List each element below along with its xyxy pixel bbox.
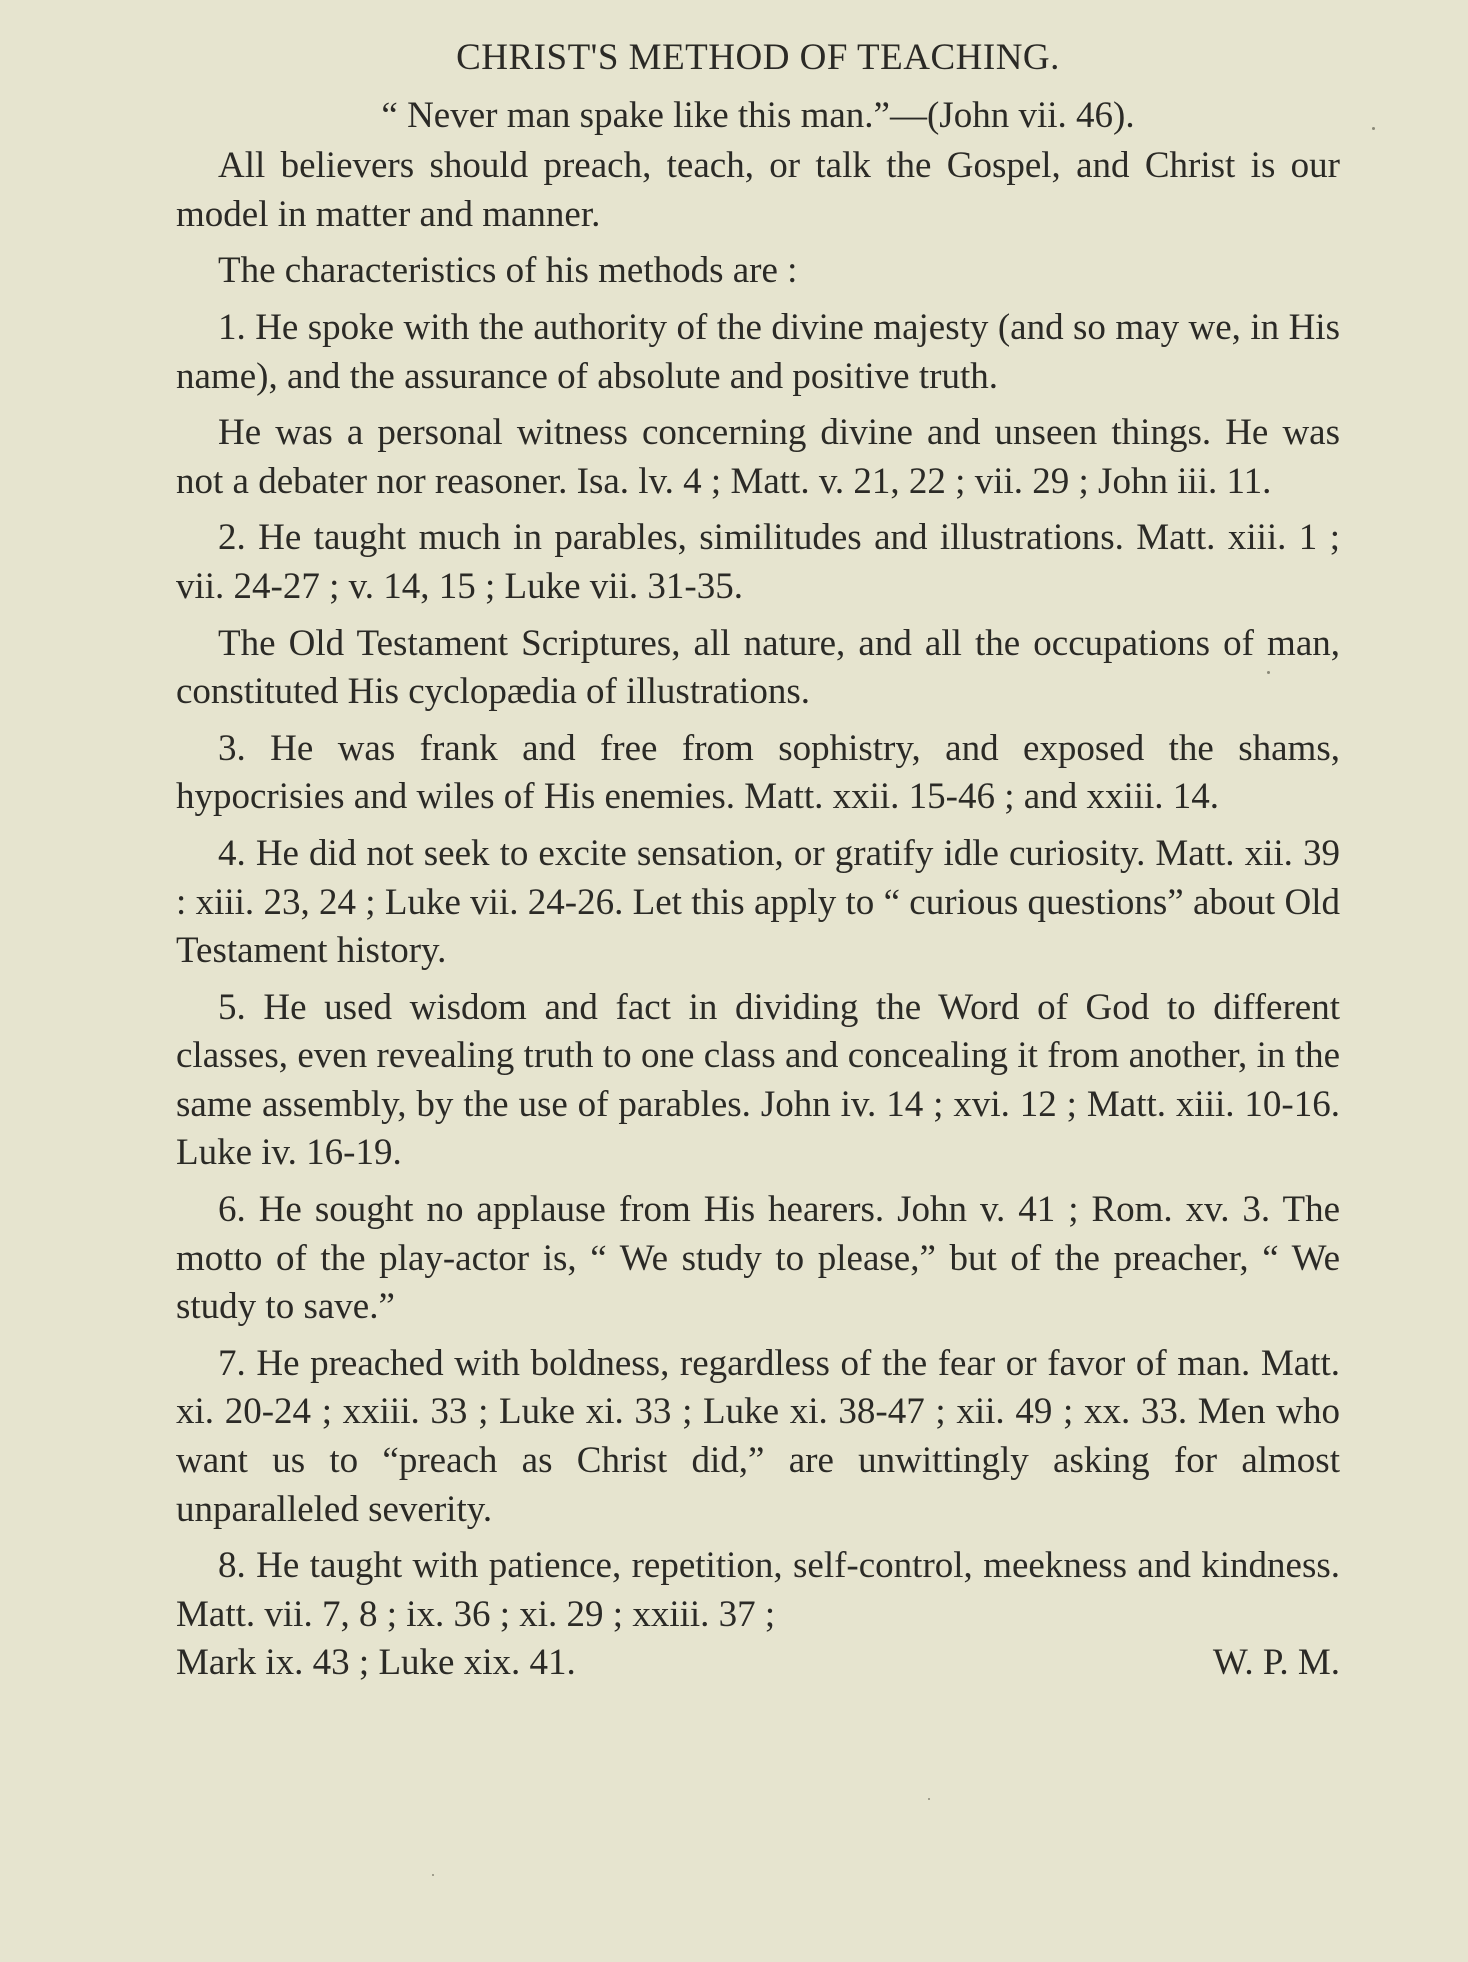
page-title: CHRIST'S METHOD OF TEACHING. [456, 37, 1060, 78]
paragraph-old-testament: The Old Testament Scriptures, all nature, and all the occupations of man, constituted His cyclopædia of illustrations. [176, 622, 1340, 713]
paragraph-intro: All believers should preach, teach, or talk the Gospel, and Christ is our model in matter and manner. [176, 145, 1340, 235]
epigraph: “ Never man spake like this man.”—(John vii. 46). [381, 94, 1135, 136]
paragraph-point-2: 2. He taught much in parables, similitudes and illustrations. Matt. xiii. 1 ; vii. 24-27 ; v. 14, 15 ; Luke vii. 31-35. [176, 517, 1340, 607]
paragraph-point-5: 5. He used wisdom and fact in dividing the Word of God to different classes, even revealing truth to one class and concealing it from another, in the same assembly, by the use of parables. John iv. 14 ; xvi. 12 ; Matt. xiii. 10-16. Luke iv. 16-19. [176, 986, 1340, 1174]
final-references: Mark ix. 43 ; Luke xix. 41. [176, 1642, 576, 1684]
paragraph-point-6: 6. He sought no applause from His hearers. John v. 41 ; Rom. xv. 3. The motto of the play-actor is, “ We study to please,” but of the preacher, “ We study to save.” [176, 1189, 1340, 1328]
paragraph-point-4: 4. He did not seek to excite sensation, or gratify idle curiosity. Matt. xii. 39 : xiii. 23, 24 ; Luke vii. 24-26. Let this apply to “ curious questions” about Old Testament history. [176, 832, 1340, 972]
paragraph-characteristics: The characteristics of his methods are : [218, 250, 798, 292]
paper-speck [1372, 127, 1375, 130]
paragraph-personal-witness: He was a personal witness concerning divine and unseen things. He was not a debater nor reasoner. Isa. lv. 4 ; Matt. v. 21, 22 ; vii. 29 ; John iii. 11. [176, 412, 1340, 502]
paper-speck [928, 1798, 930, 1800]
paragraph-point-1: 1. He spoke with the authority of the divine majesty (and so may we, in His name), and the assurance of absolute and positive truth. [176, 306, 1340, 397]
paragraph-point-3: 3. He was frank and free from sophistry, and exposed the shams, hypocrisies and wiles of His enemies. Matt. xxii. 15-46 ; and xxiii. 14. [176, 727, 1340, 818]
paper-speck [432, 1874, 434, 1876]
final-line [176, 1639, 1340, 1688]
paragraph-point-8: 8. He taught with patience, repetition, self-control, meekness and kindness. Matt. vii. 7, 8 ; ix. 36 ; xi. 29 ; xxiii. 37 ; [176, 1545, 1340, 1635]
paper-speck [1267, 671, 1270, 674]
signature: W. P. M. [1212, 1642, 1340, 1684]
paragraph-point-7: 7. He preached with boldness, regardless of the fear or favor of man. Matt. xi. 20-24 ; xxiii. 33 ; Luke xi. 33 ; Luke xi. 38-47 ; xii. 49 ; xx. 33. Men who want us to “preach as Christ did,” are unwittingly asking for almost unparalleled severity. [176, 1342, 1340, 1530]
document-page [176, 34, 1340, 1688]
